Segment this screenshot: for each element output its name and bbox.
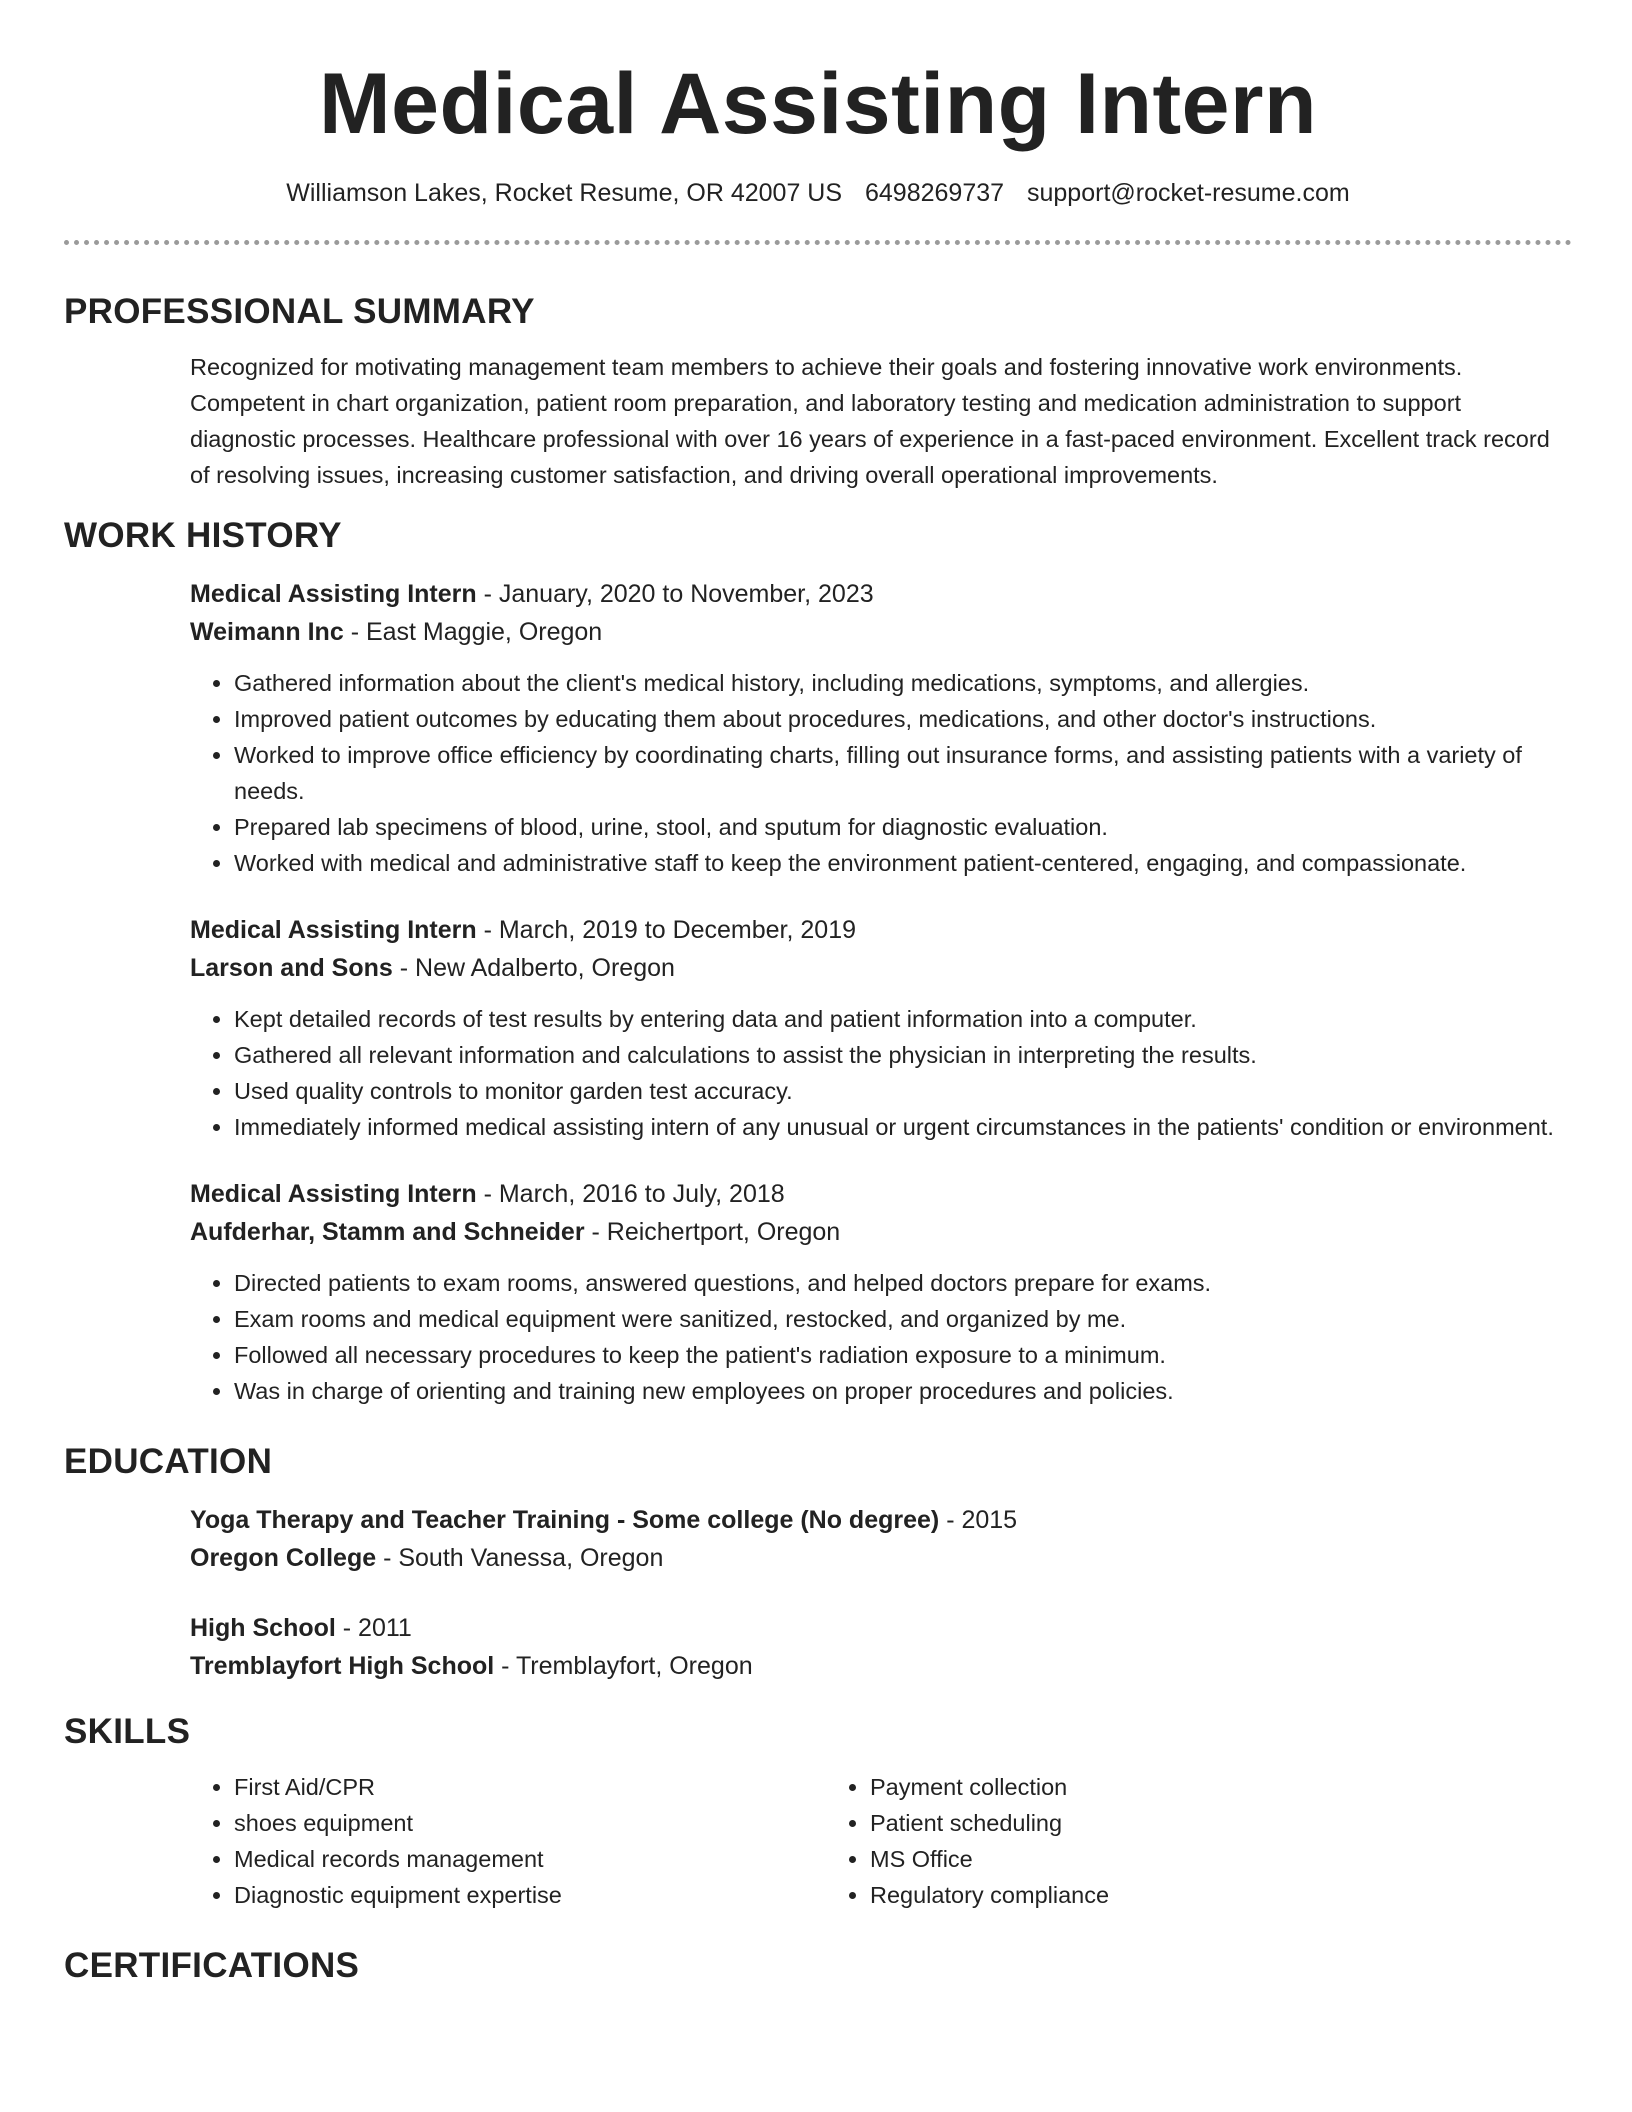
job-bullet: • Exam rooms and medical equipment were sanitized, restocked, and organized by me. bbox=[234, 1301, 1572, 1337]
company-name: Larson and Sons bbox=[190, 954, 393, 982]
job-bullet: • Kept detailed records of test results by entering data and patient information into a computer. bbox=[234, 1001, 1572, 1037]
job-bullet: • Immediately informed medical assisting intern of any unusual or urgent circumstances in the patients' condition or environment. bbox=[234, 1109, 1572, 1145]
job-bullet: • Gathered all relevant information and calculations to assist the physician in interpreting the results. bbox=[234, 1037, 1572, 1073]
job-role: Medical Assisting Intern bbox=[190, 916, 477, 944]
job-bullet: • Worked with medical and administrative staff to keep the environment patient-centered, engaging, and compassionate. bbox=[234, 845, 1572, 881]
job-role: Medical Assisting Intern bbox=[190, 580, 477, 608]
job-bullet: • Improved patient outcomes by educating them about procedures, medications, and other doctor's instructions. bbox=[234, 701, 1572, 737]
company-location: - New Adalberto, Oregon bbox=[392, 954, 675, 982]
degree-line bbox=[190, 1501, 1572, 1539]
company-line bbox=[190, 1213, 1572, 1251]
skill-item: • Diagnostic equipment expertise bbox=[234, 1877, 826, 1913]
skill-item: • shoes equipment bbox=[234, 1805, 826, 1841]
job-entry bbox=[190, 1175, 1572, 1409]
skill-item: • Regulatory compliance bbox=[870, 1877, 1462, 1913]
job-bullet: • Was in charge of orienting and training new employees on proper procedures and policies. bbox=[234, 1373, 1572, 1409]
degree-year: - 2015 bbox=[939, 1506, 1018, 1534]
degree-name: High School bbox=[190, 1614, 336, 1642]
work-history-section bbox=[190, 575, 1572, 1409]
certifications-heading: CERTIFICATIONS bbox=[64, 1946, 360, 1985]
degree-line bbox=[190, 1609, 1572, 1647]
summary-section bbox=[190, 349, 1572, 493]
job-bullet: • Followed all necessary procedures to keep the patient's radiation exposure to a minimum. bbox=[234, 1337, 1572, 1373]
job-entry bbox=[190, 911, 1572, 1145]
job-entry bbox=[190, 575, 1572, 881]
school-location: - Tremblayfort, Oregon bbox=[494, 1652, 753, 1680]
skill-item: • Medical records management bbox=[234, 1841, 826, 1877]
skill-item: • MS Office bbox=[870, 1841, 1462, 1877]
job-dates: - March, 2019 to December, 2019 bbox=[476, 916, 857, 944]
job-bullet: • Gathered information about the client's medical history, including medications, symptoms, and allergies. bbox=[234, 665, 1572, 701]
skill-item: • First Aid/CPR bbox=[234, 1769, 826, 1805]
contact-phone: 6498269737 bbox=[865, 179, 1005, 207]
skill-item: • Payment collection bbox=[870, 1769, 1462, 1805]
contact-address: Williamson Lakes, Rocket Resume, OR 42007 US bbox=[286, 179, 843, 207]
skills-heading: SKILLS bbox=[64, 1712, 191, 1751]
job-bullet: • Prepared lab specimens of blood, urine, stool, and sputum for diagnostic evaluation. bbox=[234, 809, 1572, 845]
school-line bbox=[190, 1539, 1572, 1577]
job-bullets bbox=[190, 1001, 1572, 1145]
school-location: - South Vanessa, Oregon bbox=[376, 1544, 664, 1572]
job-title-line bbox=[190, 575, 1572, 613]
school-name: Oregon College bbox=[190, 1544, 377, 1572]
company-location: - East Maggie, Oregon bbox=[343, 618, 603, 646]
skills-section bbox=[190, 1769, 1572, 1913]
education-entry bbox=[190, 1609, 1572, 1685]
contact-line bbox=[64, 176, 1572, 210]
skills-list-right bbox=[826, 1769, 1462, 1913]
summary-heading: PROFESSIONAL SUMMARY bbox=[64, 292, 535, 331]
company-name: Aufderhar, Stamm and Schneider bbox=[190, 1218, 585, 1246]
skills-list-left bbox=[190, 1769, 826, 1913]
work-history-heading: WORK HISTORY bbox=[64, 516, 342, 555]
job-title-line bbox=[190, 1175, 1572, 1213]
job-dates: - January, 2020 to November, 2023 bbox=[476, 580, 874, 608]
skills-columns bbox=[190, 1769, 1572, 1913]
job-bullets bbox=[190, 665, 1572, 881]
job-bullet: • Worked to improve office efficiency by coordinating charts, filling out insurance forms, and assisting patients with a variety of needs. bbox=[234, 737, 1572, 809]
job-role: Medical Assisting Intern bbox=[190, 1180, 477, 1208]
company-line bbox=[190, 949, 1572, 987]
education-heading: EDUCATION bbox=[64, 1442, 273, 1481]
resume-page bbox=[64, 0, 1572, 1989]
school-name: Tremblayfort High School bbox=[190, 1652, 495, 1680]
resume-name: Medical Assisting Intern bbox=[318, 56, 1318, 152]
skill-item: • Patient scheduling bbox=[870, 1805, 1462, 1841]
degree-name: Yoga Therapy and Teacher Training - Some college (No degree) bbox=[190, 1506, 940, 1534]
header-divider bbox=[64, 240, 1572, 245]
education-entry bbox=[190, 1501, 1572, 1577]
job-bullet: • Directed patients to exam rooms, answered questions, and helped doctors prepare for exams. bbox=[234, 1265, 1572, 1301]
education-section bbox=[190, 1501, 1572, 1685]
job-bullets bbox=[190, 1265, 1572, 1409]
job-bullet: • Used quality controls to monitor garden test accuracy. bbox=[234, 1073, 1572, 1109]
company-name: Weimann Inc bbox=[190, 618, 344, 646]
school-line bbox=[190, 1647, 1572, 1685]
job-title-line bbox=[190, 911, 1572, 949]
company-line bbox=[190, 613, 1572, 651]
job-dates: - March, 2016 to July, 2018 bbox=[476, 1180, 785, 1208]
degree-year: - 2011 bbox=[335, 1614, 412, 1642]
contact-email: support@rocket-resume.com bbox=[1027, 179, 1350, 207]
company-location: - Reichertport, Oregon bbox=[584, 1218, 841, 1246]
summary-text: Recognized for motivating management team members to achieve their goals and fostering innovative work environments. Competent in chart organization, patient room preparation, and laboratory testing and medication administration to support diagnostic processes. Healthcare professional with over 16 years of experience in a fast-paced environment. Excellent track record of resolving issues, increasing customer satisfaction, and driving overall operational improvements. bbox=[190, 354, 1550, 488]
